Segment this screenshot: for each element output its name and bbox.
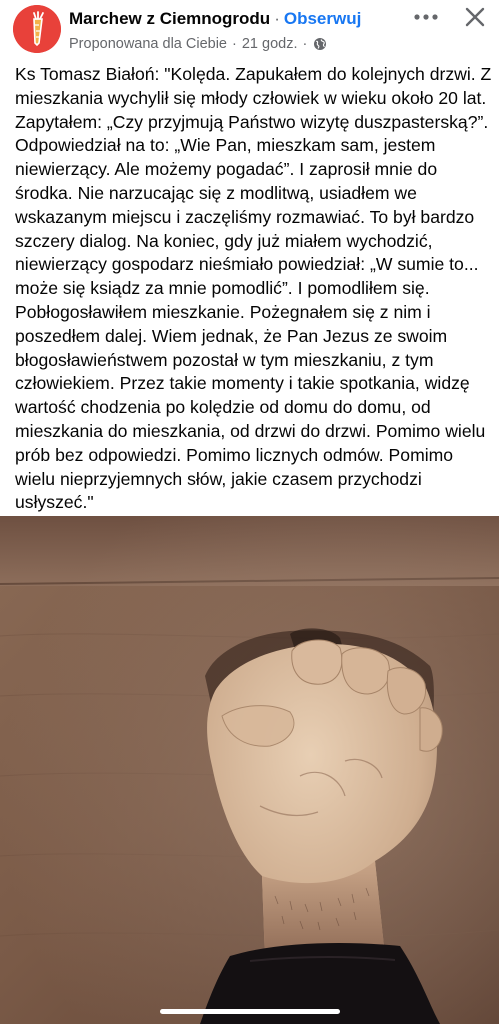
- suggested-label: Proponowana dla Ciebie: [69, 36, 227, 52]
- page-name[interactable]: Marchew z Ciemnogrodu: [69, 9, 271, 28]
- post-image[interactable]: [0, 516, 499, 1024]
- globe-icon: [313, 37, 327, 51]
- post-timestamp[interactable]: 21 godz.: [241, 36, 298, 52]
- more-options-button[interactable]: [412, 6, 440, 28]
- meta-separator: ·: [232, 36, 237, 52]
- more-horizontal-icon: [414, 14, 438, 20]
- carrot-logo-icon: [13, 5, 61, 53]
- fist-knocking-photo: [0, 516, 499, 1024]
- close-button[interactable]: [462, 4, 488, 30]
- home-indicator[interactable]: [160, 1009, 340, 1014]
- name-separator: ·: [274, 9, 280, 28]
- follow-button[interactable]: Obserwuj: [283, 9, 362, 28]
- post-header: [0, 0, 499, 60]
- close-icon: [462, 4, 488, 30]
- page-name-line: [69, 9, 361, 29]
- meta-separator-2: ·: [302, 36, 308, 52]
- post-text: Ks Tomasz Białoń: "Kolęda. Zapukałem do kolejnych drzwi. Z mieszkania wychylił się młody człowiek w wieku około 20 lat. Zapytałem: „Czy przyjmują Państwo wizytę duszpasterską?”. Odpowiedział na to: „Wie Pan, mieszkam sam, jestem niewierzący. Ale możemy pogadać”. I zaprosił mnie do środka. Nie narzucając się z modlitwą, usiadłem we wskazanym miejscu i zaczęliśmy rozmawiać. To był bardzo szczery dialog. Na koniec, gdy już miałem wychodzić, niewierzący gospodarz nieśmiało powiedział: „W sumie to... może się ksiądz za mnie pomodlić”. I pomodliłem się. Pobłogosławiłem mieszkanie. Pożegnałem się z nim i poszedłem dalej. Wiem jednak, że Pan Jezus ze swoim błogosławieństwem pozostał w tym mieszkaniu, z tym człowiekiem. Przez takie momenty i takie spotkania, widzę wartość chodzenia po kolędzie od domu do domu, od mieszkania do mieszkania, od drzwi do drzwi. Pomimo wielu prób bez odpowiedzi. Pomimo licznych odmów. Pomimo wielu nieprzyjemnych słów, jakie czasem przychodzi usłyszeć.": [15, 64, 492, 513]
- page-avatar[interactable]: [13, 5, 61, 53]
- post-meta: [69, 35, 327, 53]
